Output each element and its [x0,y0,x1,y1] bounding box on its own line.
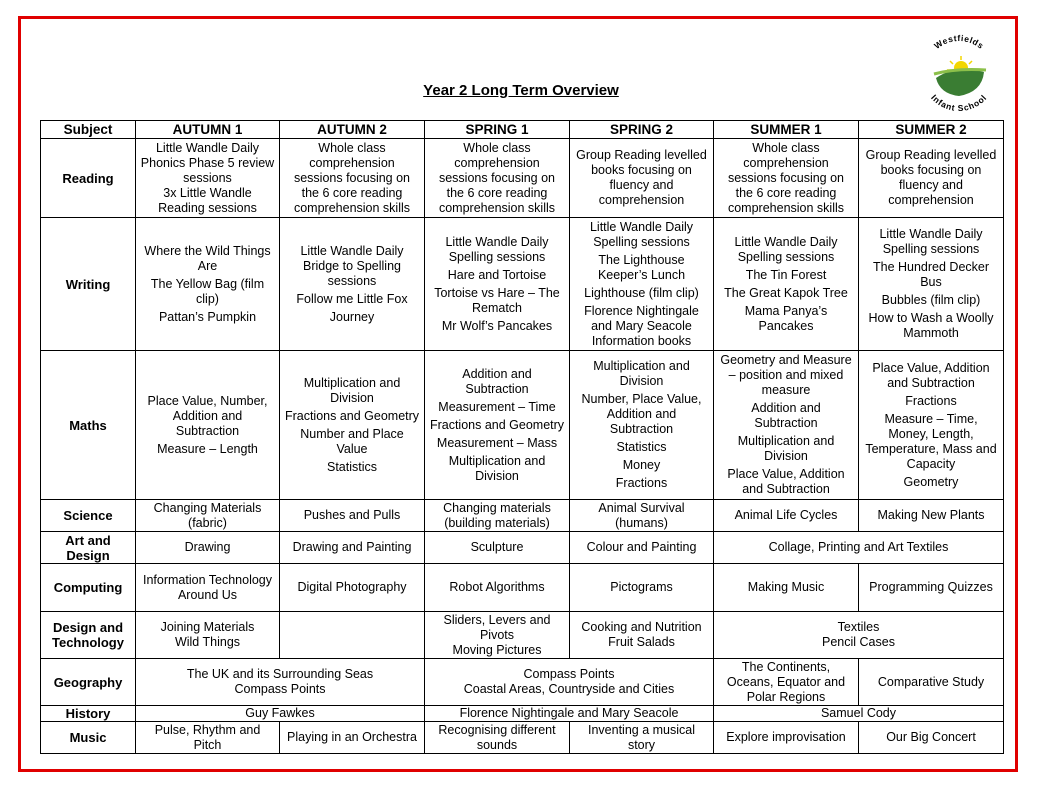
music-spring-1: Recognising different sounds [425,722,570,754]
header-summer-2: SUMMER 2 [859,121,1004,139]
maths-summer-1-item: Addition and Subtraction [751,401,821,430]
maths-spring-1-item: Measurement – Time [438,399,556,414]
maths-spring-2-item: Multiplication and Division [593,359,690,388]
maths-summer-1-item: Place Value, Addition and Subtraction [727,467,845,496]
music-summer-1: Explore improvisation [714,722,859,754]
header-autumn-1: AUTUMN 1 [136,121,280,139]
computing-spring-2: Pictograms [570,564,714,612]
music-autumn-1: Pulse, Rhythm and Pitch [136,722,280,754]
writing-spring-2-item: Little Wandle Daily Spelling sessions [589,219,694,249]
geography-row [41,659,1004,706]
music-summer-2: Our Big Concert [859,722,1004,754]
dt-autumn-1-item: Joining Materials [160,620,255,634]
art-spring-2: Colour and Painting [570,532,714,564]
maths-summer-2 [859,351,1004,500]
geography-spring-item: Compass Points [523,667,615,681]
computing-summer-2: Programming Quizzes [859,564,1004,612]
header-subject: Subject [41,121,136,139]
header-spring-1: SPRING 1 [425,121,570,139]
reading-autumn-1-item: Little Wandle Daily Phonics Phase 5 review sessions [140,140,275,185]
overview-table [40,120,1004,754]
computing-autumn-1: Information Technology Around Us [136,564,280,612]
subject-geography: Geography [41,659,136,706]
subject-computing: Computing [41,564,136,612]
writing-autumn-2-item: Journey [329,309,375,324]
reading-row [41,139,1004,218]
logo-bottom-text: Infant School [929,92,989,112]
writing-autumn-1-item: Pattan’s Pumpkin [158,309,257,324]
svg-text:Westfields [932,34,986,51]
maths-autumn-1-item: Measure – Length [157,441,258,456]
header-autumn-2: AUTUMN 2 [280,121,425,139]
header-row [41,121,1004,139]
subject-writing: Writing [41,218,136,351]
computing-autumn-2: Digital Photography [280,564,425,612]
dt-summer-item: Textiles [837,620,880,634]
art-row [41,532,1004,564]
history-summer: Samuel Cody [714,706,1004,722]
writing-autumn-1-item: The Yellow Bag (film clip) [150,276,265,306]
subject-music: Music [41,722,136,754]
writing-spring-2-item: The Lighthouse Keeper’s Lunch [597,252,686,282]
science-summer-2: Making New Plants [859,500,1004,532]
geography-autumn-item: Compass Points [234,682,326,696]
subject-history: History [41,706,136,722]
maths-autumn-1-item: Place Value, Number, Addition and Subtraction [147,393,268,438]
reading-summer-1: Whole class comprehension sessions focusing on the 6 core reading comprehension skills [714,139,859,218]
writing-autumn-2-item: Little Wandle Daily Bridge to Spelling sessions [300,243,404,288]
maths-spring-1-item: Multiplication and Division [448,453,546,483]
geography-autumn-item: The UK and its Surrounding Seas [186,667,374,681]
science-spring-1: Changing materials (building materials) [425,500,570,532]
maths-row [41,351,1004,500]
history-spring: Florence Nightingale and Mary Seacole [425,706,714,722]
reading-spring-1: Whole class comprehension sessions focusing on the 6 core reading comprehension skills [425,139,570,218]
header-summer-1: SUMMER 1 [714,121,859,139]
dt-autumn-1-item: Wild Things [174,635,241,649]
science-autumn-1: Changing Materials (fabric) [136,500,280,532]
school-logo [916,34,1002,112]
dt-spring-2-item: Fruit Salads [608,635,675,649]
maths-summer-2-item: Measure – Time, Money, Length, Temperature, Mass and Capacity [865,411,997,471]
dt-spring-2-item: Cooking and Nutrition [581,620,702,634]
writing-spring-2-item: Lighthouse (film clip) [584,285,699,300]
dt-summer-item: Pencil Cases [822,635,895,649]
computing-spring-1: Robot Algorithms [425,564,570,612]
maths-spring-2-item: Money [622,458,661,472]
maths-summer-1 [714,351,859,500]
maths-spring-2-item: Number, Place Value, Addition and Subtraction [581,392,702,436]
writing-summer-2-item: Little Wandle Daily Spelling sessions [879,227,983,256]
geography-spring-item: Coastal Areas, Countryside and Cities [463,682,675,696]
writing-summer-2-item: How to Wash a Woolly Mammoth [868,311,994,340]
dt-spring-2 [570,612,714,659]
writing-spring-2-item: Florence Nightingale and Mary Seacole Information books [584,303,699,348]
writing-spring-2 [570,218,714,351]
art-summer: Collage, Printing and Art Textiles [714,532,1004,564]
maths-spring-1-item: Addition and Subtraction [462,366,532,396]
reading-autumn-2: Whole class comprehension sessions focusing on the 6 core reading comprehension skills [280,139,425,218]
maths-spring-1-item: Fractions and Geometry [429,417,565,432]
writing-autumn-1 [136,218,280,351]
maths-spring-2-item: Fractions [615,476,668,490]
maths-summer-2-item: Fractions [905,393,957,408]
reading-spring-2: Group Reading levelled books focusing on fluency and comprehension [570,139,714,218]
writing-autumn-2-item: Follow me Little Fox [296,291,408,306]
art-autumn-1: Drawing [136,532,280,564]
dt-autumn-1 [136,612,280,659]
maths-spring-2 [570,351,714,500]
computing-row [41,564,1004,612]
writing-summer-1-item: Mama Panya’s Pancakes [744,303,828,333]
maths-summer-1-item: Multiplication and Division [737,434,835,463]
maths-spring-2-item: Statistics [616,440,667,454]
dt-spring-1-item: Sliders, Levers and Pivots [443,612,551,642]
writing-summer-2-item: The Hundred Decker Bus [872,260,990,289]
computing-summer-1: Making Music [714,564,859,612]
maths-summer-2-item: Place Value, Addition and Subtraction [872,360,990,390]
writing-summer-2-item: Bubbles (film clip) [881,293,981,307]
maths-summer-1-item: Geometry and Measure – position and mixed measure [720,353,852,397]
writing-summer-1 [714,218,859,351]
dt-spring-1-item: Moving Pictures [452,642,542,657]
maths-spring-1-item: Measurement – Mass [436,435,558,450]
page-title: Year 2 Long Term Overview [423,82,619,99]
science-spring-2: Animal Survival (humans) [570,500,714,532]
music-autumn-2: Playing in an Orchestra [280,722,425,754]
science-row [41,500,1004,532]
maths-autumn-2 [280,351,425,500]
subject-science: Science [41,500,136,532]
reading-autumn-1 [136,139,280,218]
maths-autumn-1 [136,351,280,500]
header-spring-2: SPRING 2 [570,121,714,139]
geography-summer-2: Comparative Study [859,659,1004,706]
maths-spring-1 [425,351,570,500]
writing-spring-1-item: Tortoise vs Hare – The Rematch [434,285,560,315]
logo-top-text: Westfields [932,34,987,52]
music-row [41,722,1004,754]
maths-summer-2-item: Geometry [903,474,959,489]
writing-summer-1-item: Little Wandle Daily Spelling sessions [734,234,838,264]
writing-summer-2 [859,218,1004,351]
writing-row [41,218,1004,351]
writing-autumn-2 [280,218,425,351]
writing-spring-1 [425,218,570,351]
reading-summer-2: Group Reading levelled books focusing on fluency and comprehension [859,139,1004,218]
geography-spring [425,659,714,706]
writing-summer-1-item: The Great Kapok Tree [724,285,848,300]
maths-autumn-2-item: Fractions and Geometry [284,408,420,423]
history-row [41,706,1004,722]
history-autumn: Guy Fawkes [136,706,425,722]
reading-autumn-1-item: 3x Little Wandle Reading sessions [158,185,257,215]
art-autumn-2: Drawing and Painting [280,532,425,564]
dt-spring-1 [425,612,570,659]
writing-autumn-1-item: Where the Wild Things Are [144,243,271,273]
subject-art-and-design: Art and Design [41,532,136,564]
writing-summer-1-item: The Tin Forest [745,267,827,282]
subject-reading: Reading [41,139,136,218]
music-spring-2: Inventing a musical story [570,722,714,754]
subject-design-and-technology: Design and Technology [41,612,136,659]
dt-summer [714,612,1004,659]
dt-autumn-2 [280,612,425,659]
writing-spring-1-item: Little Wandle Daily Spelling sessions [445,234,549,264]
dt-row [41,612,1004,659]
writing-spring-1-item: Hare and Tortoise [447,267,547,282]
art-spring-1: Sculpture [425,532,570,564]
maths-autumn-2-item: Multiplication and Division [303,375,401,405]
geography-summer-1: The Continents, Oceans, Equator and Polar Regions [714,659,859,706]
maths-autumn-2-item: Statistics [326,459,377,474]
subject-maths: Maths [41,351,136,500]
science-summer-1: Animal Life Cycles [714,500,859,532]
writing-spring-1-item: Mr Wolf’s Pancakes [441,318,553,333]
science-autumn-2: Pushes and Pulls [280,500,425,532]
geography-autumn [136,659,425,706]
maths-autumn-2-item: Number and Place Value [300,426,404,456]
